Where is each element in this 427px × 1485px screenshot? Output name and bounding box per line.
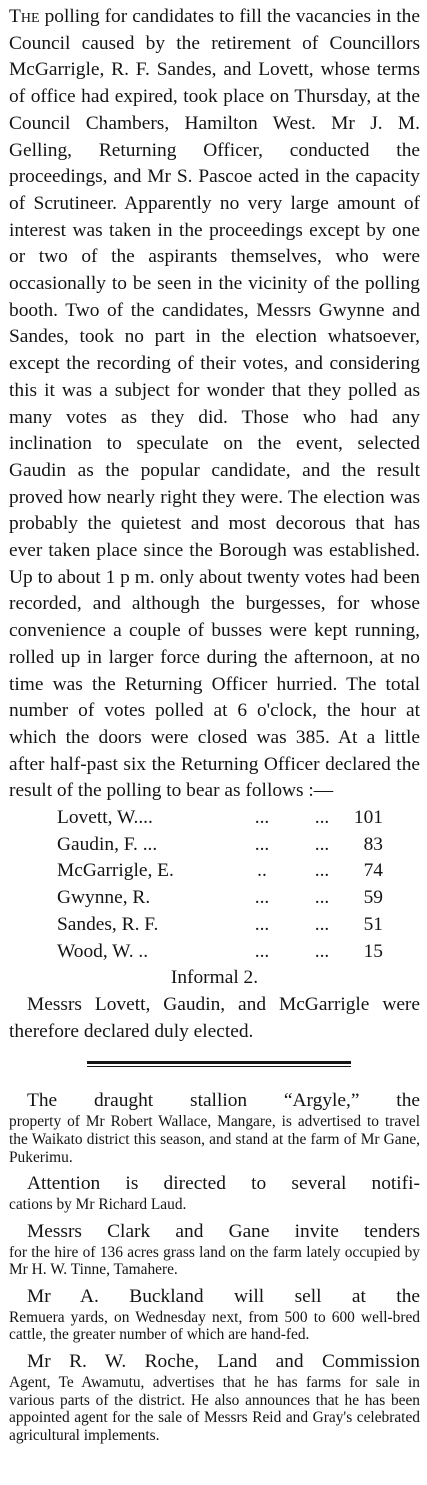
candidate-name: Gaudin, F. ... xyxy=(57,833,158,855)
section-divider xyxy=(87,1061,351,1067)
vote-count: 101 xyxy=(353,807,383,829)
leader-dots: ... xyxy=(314,807,330,829)
vote-count: 59 xyxy=(363,887,383,909)
leader-dots: ... xyxy=(254,913,270,935)
declaration-paragraph: Messrs Lovett, Gaudin, and McGarrigle were therefore declared duly elected. xyxy=(9,993,420,1042)
item-body: Remuera yards, on Wednesday next, from 500 to 600 well-bred cattle, the greater number of which are hand-fed. xyxy=(9,1308,420,1344)
divider-thin-line xyxy=(87,1066,351,1067)
leader-dots: ... xyxy=(254,833,270,855)
item-body: for the hire of 136 acres grass land on the farm lately occupied by Mr H. W. Tinne, Tamahere. xyxy=(9,1243,420,1279)
candidate-name: Sandes, R. F. xyxy=(57,913,159,935)
leader-dots: ... xyxy=(254,807,270,829)
result-row xyxy=(57,939,420,966)
item-lead-line: Mr R. W. Roche, Land and Commission xyxy=(27,1351,420,1373)
item-body: cations by Mr Richard Laud. xyxy=(9,1196,187,1214)
lead-capital-word: The xyxy=(9,6,40,27)
candidate-name: Lovett, W.... xyxy=(57,807,153,829)
result-row xyxy=(57,858,420,885)
candidate-name: Gwynne, R. xyxy=(57,887,151,909)
item-lead-line: Attention is directed to several notifi- xyxy=(27,1173,420,1195)
news-items xyxy=(9,1089,420,1444)
leader-dots: ... xyxy=(254,940,270,962)
leader-dots: ... xyxy=(254,887,270,909)
item-lead-line: Messrs Clark and Gane invite tenders xyxy=(27,1220,420,1242)
vote-count: 51 xyxy=(363,913,383,935)
news-item xyxy=(9,1285,420,1344)
candidate-name: McGarrigle, E. xyxy=(57,860,174,882)
news-item xyxy=(9,1350,420,1444)
candidate-name: Wood, W. .. xyxy=(57,940,149,962)
leader-dots: ... xyxy=(314,860,330,882)
vote-count: 83 xyxy=(363,833,383,855)
poll-results xyxy=(57,805,420,965)
item-lead-line: The draught stallion “Argyle,” the xyxy=(27,1090,420,1112)
news-item xyxy=(9,1220,420,1279)
item-body: Agent, Te Awamutu, advertises that he has farms for sale in various parts of the district. He also announces that he has been appointed agent for the sale of Messrs Reid and Gray's celebrated agricultural implements. xyxy=(9,1374,420,1444)
leader-dots: ... xyxy=(314,913,330,935)
news-item xyxy=(9,1172,420,1214)
vote-count: 15 xyxy=(363,940,383,962)
leader-dots: ... xyxy=(314,887,330,909)
leader-dots: ... xyxy=(314,940,330,962)
leader-dots: ... xyxy=(314,833,330,855)
divider-thick-line xyxy=(87,1061,351,1064)
election-article xyxy=(9,4,420,805)
result-row xyxy=(57,885,420,912)
item-lead-line: Mr A. Buckland will sell at the xyxy=(27,1285,420,1307)
item-body: property of Mr Robert Wallace, Mangare, is advertised to travel the Waikato district this season, and stand at the farm of Mr Gane, Pukerimu. xyxy=(9,1113,420,1166)
informal-votes: Informal 2. xyxy=(170,967,259,989)
news-item xyxy=(9,1089,420,1166)
result-row xyxy=(57,832,420,859)
article-body: polling for candidates to fill the vacancies in the Council caused by the retirement of Councillors McGarrigle, R. F. Sandes, and Lovett, whose terms of office had expired, took place on Thursday, at the Council Chambers, Hamilton West. Mr J. M. Gelling, Returning Officer, conducted the proceedings, and Mr S. Pascoe acted in the capacity of Scrutineer. Apparently no very large amount of interest was taken in the proceedings except by one or two of the aspirants themselves, who were occasionally to be seen in the vicinity of the polling booth. Two of the candidates, Messrs Gwynne and Sandes, took no part in the election whatsoever, except the recording of their votes, and considering this it was a subject for wonder that they polled as many votes as they did. Those who had any inclination to speculate on the event, selected Gaudin as the popular candidate, and the result proved how nearly right they were. The election was probably the quietest and most decorous that has ever taken place since the Borough was established. Up to about 1 p m. only about twenty votes had been recorded, and although the burgesses, for whose convenience a couple of busses were kept running, rolled up in larger force during the afternoon, at no time was the Returning Officer hurried. The total number of votes polled at 6 o'clock, the hour at which the doors were closed was 385. At a little after half-past six the Returning Officer declared the result of the polling to bear as follows :— xyxy=(9,6,420,802)
result-row xyxy=(57,912,420,939)
vote-count: 74 xyxy=(363,860,383,882)
result-row xyxy=(57,805,420,832)
leader-dots: .. xyxy=(257,860,267,882)
